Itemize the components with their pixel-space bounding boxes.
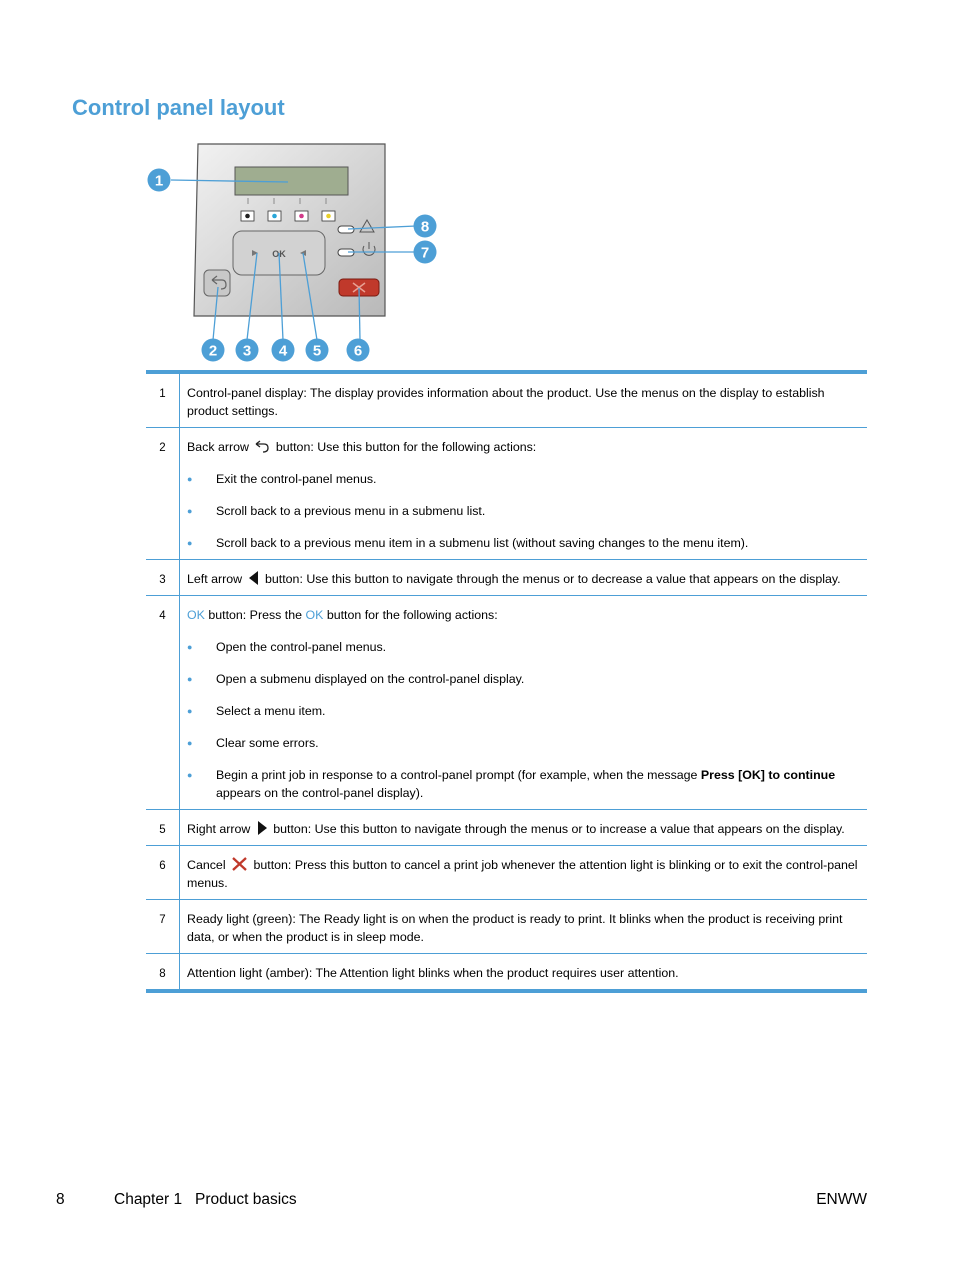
control-panel-figure <box>140 140 450 368</box>
list-item: ● Open a submenu displayed on the control-panel display. <box>187 670 859 688</box>
row-number: 7 <box>146 900 180 954</box>
row-text-mid: button for the following actions: <box>323 608 498 622</box>
row-text-before: Right arrow <box>187 822 251 836</box>
row-description <box>180 810 868 846</box>
bullet-list <box>187 638 859 802</box>
list-item: ● Open the control-panel menus. <box>187 638 859 656</box>
bullet-text-before: Begin a print job in response to a control-panel prompt (for example, when the message <box>216 768 701 782</box>
callout-2: 2 <box>208 342 218 360</box>
footer-right-label: ENWW <box>816 1191 867 1208</box>
row-number: 1 <box>146 372 180 428</box>
back-arrow-icon <box>254 440 270 454</box>
table-row <box>146 900 867 954</box>
row-text: Ready light (green): The Ready light is on when the product is ready to print. It blinks when the product is receiving print data, or when the product is in sleep mode. <box>187 912 843 944</box>
list-item: ● Select a menu item. <box>187 702 859 720</box>
row-number: 3 <box>146 560 180 596</box>
row-description <box>180 596 868 810</box>
control-panel-table <box>146 370 867 993</box>
row-number: 2 <box>146 428 180 560</box>
list-item: ● Scroll back to a previous menu in a submenu list. <box>187 502 859 520</box>
row-text: Control-panel display: The display provides information about the product. Use the menus on the display to establish product settings. <box>187 386 825 418</box>
row-text: Attention light (amber): The Attention light blinks when the product requires user attention. <box>187 966 679 980</box>
callout-1: 1 <box>154 172 164 190</box>
left-arrow-icon <box>248 570 260 586</box>
attention-light <box>338 226 354 233</box>
callout-6: 6 <box>353 342 363 360</box>
row-text-mid: button: Press the <box>204 608 306 622</box>
list-item: ● Clear some errors. <box>187 734 859 752</box>
row-number: 8 <box>146 954 180 992</box>
page-number: 8 <box>56 1191 65 1208</box>
table-row <box>146 954 867 992</box>
row-description <box>180 846 868 900</box>
table-row <box>146 428 867 560</box>
list-item: ● Scroll back to a previous menu item in a submenu list (without saving changes to the menu item). <box>187 534 859 552</box>
table-row <box>146 810 867 846</box>
right-arrow-icon <box>256 820 268 836</box>
callout-4: 4 <box>278 342 288 360</box>
row-description <box>180 900 868 954</box>
bullet-bold-text: Press [OK] to continue <box>700 768 836 782</box>
row-number: 6 <box>146 846 180 900</box>
row-text-after: button: Use this button to navigate through the menus or to increase a value that appears on the display. <box>273 822 845 836</box>
row-text-after: button: Use this button for the following actions: <box>275 440 537 454</box>
cancel-x-icon <box>231 856 248 872</box>
list-item <box>187 766 859 802</box>
ok-word: OK <box>187 608 205 622</box>
chapter-title: Chapter 1 Product basics <box>114 1191 297 1208</box>
list-item: ● Exit the control-panel menus. <box>187 470 859 488</box>
row-text-before: Back arrow <box>187 440 249 454</box>
page-title: Control panel layout <box>72 95 285 120</box>
row-text-after: button: Press this button to cancel a print job whenever the attention light is blinking or to exit the control-panel menus. <box>187 858 858 890</box>
table-row <box>146 560 867 596</box>
row-description <box>180 954 868 992</box>
row-text-before: Cancel <box>187 858 226 872</box>
row-text-after: button: Use this button to navigate through the menus or to decrease a value that appears on the display. <box>265 572 841 586</box>
row-description <box>180 372 868 428</box>
table-row <box>146 596 867 810</box>
ok-word: OK <box>305 608 324 622</box>
table-row <box>146 372 867 428</box>
bullet-list <box>187 470 859 552</box>
row-text-before: Left arrow <box>187 572 243 586</box>
row-number: 5 <box>146 810 180 846</box>
callout-7: 7 <box>420 244 430 262</box>
row-description <box>180 428 868 560</box>
callout-5: 5 <box>312 342 322 360</box>
callout-8: 8 <box>420 218 430 236</box>
callout-3: 3 <box>242 342 252 360</box>
ok-button-text: OK <box>272 249 286 259</box>
row-number: 4 <box>146 596 180 810</box>
row-description <box>180 560 868 596</box>
table-row <box>146 846 867 900</box>
bullet-text-after: appears on the control-panel display). <box>216 786 424 800</box>
